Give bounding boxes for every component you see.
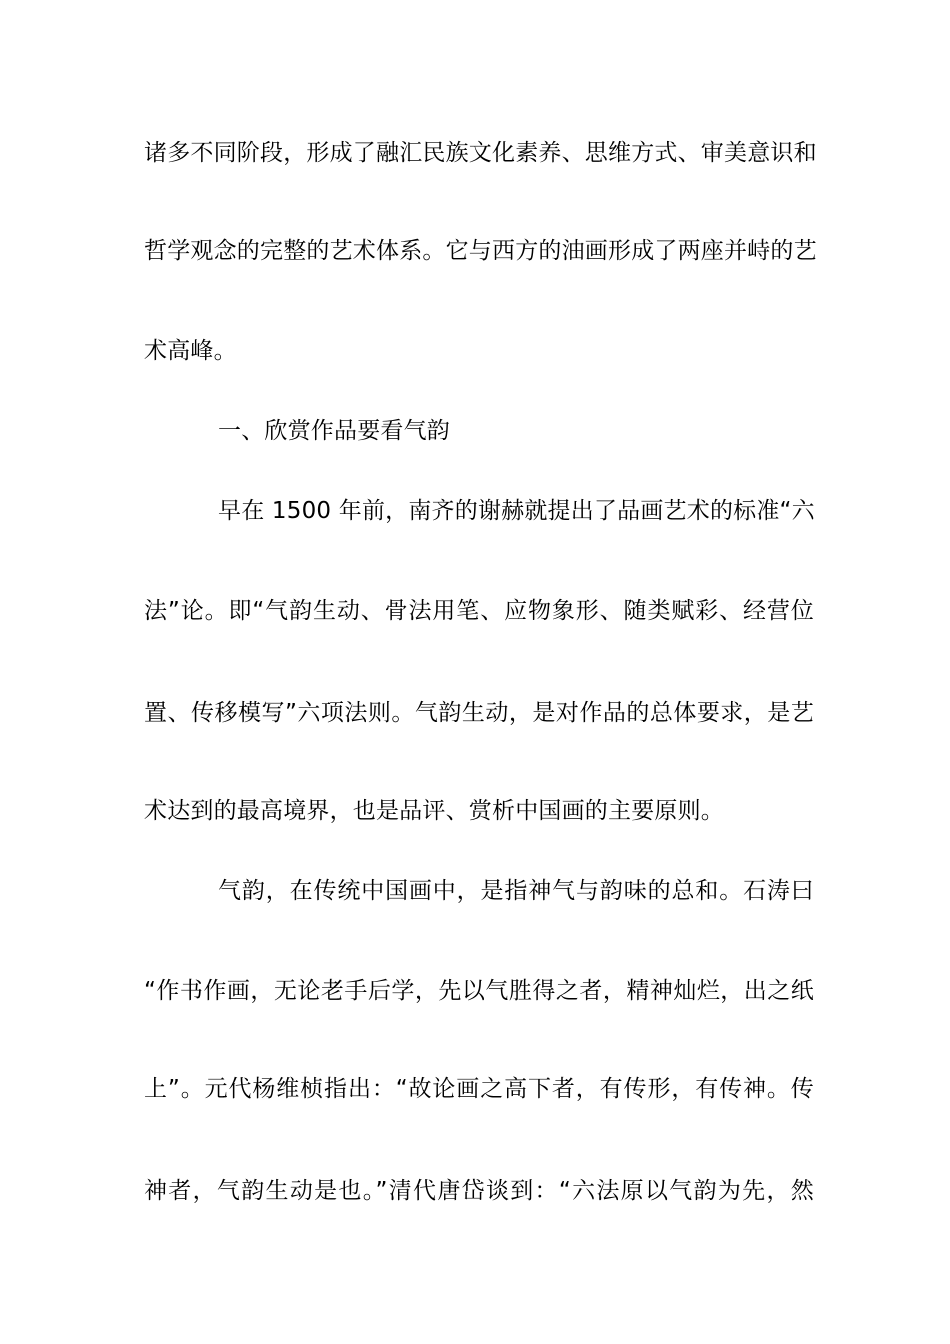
text-line-5: 早在 1500 年前，南齐的谢赫就提出了品画艺术的标准“六 [218, 498, 815, 524]
text-line-11: 上”。元代杨维桢指出：“故论画之高下者，有传形，有传神。传 [144, 1076, 814, 1102]
text-line-8: 术达到的最高境界，也是品评、赏析中国画的主要原则。 [144, 798, 724, 824]
text-line-6: 法”论。即“气韵生动、骨法用笔、应物象形、随类赋彩、经营位 [144, 598, 814, 624]
text-line-1: 诸多不同阶段，形成了融汇民族文化素养、思维方式、审美意识和 [144, 140, 817, 166]
text-line-3: 术高峰。 [144, 338, 237, 364]
text-line-7: 置、传移模写”六项法则。气韵生动，是对作品的总体要求，是艺 [144, 700, 814, 726]
text-line-2: 哲学观念的完整的艺术体系。它与西方的油画形成了两座并峙的艺 [144, 238, 817, 264]
text-line-12: 神者，气韵生动是也。”清代唐岱谈到：“六法原以气韵为先，然 [144, 1178, 814, 1204]
text-line-10: “作书作画，无论老手后学，先以气胜得之者，精神灿烂，出之纸 [144, 978, 814, 1004]
section-heading: 一、欣赏作品要看气韵 [218, 418, 450, 444]
text-line-9: 气韵，在传统中国画中，是指神气与韵味的总和。石涛曰 [218, 878, 814, 904]
